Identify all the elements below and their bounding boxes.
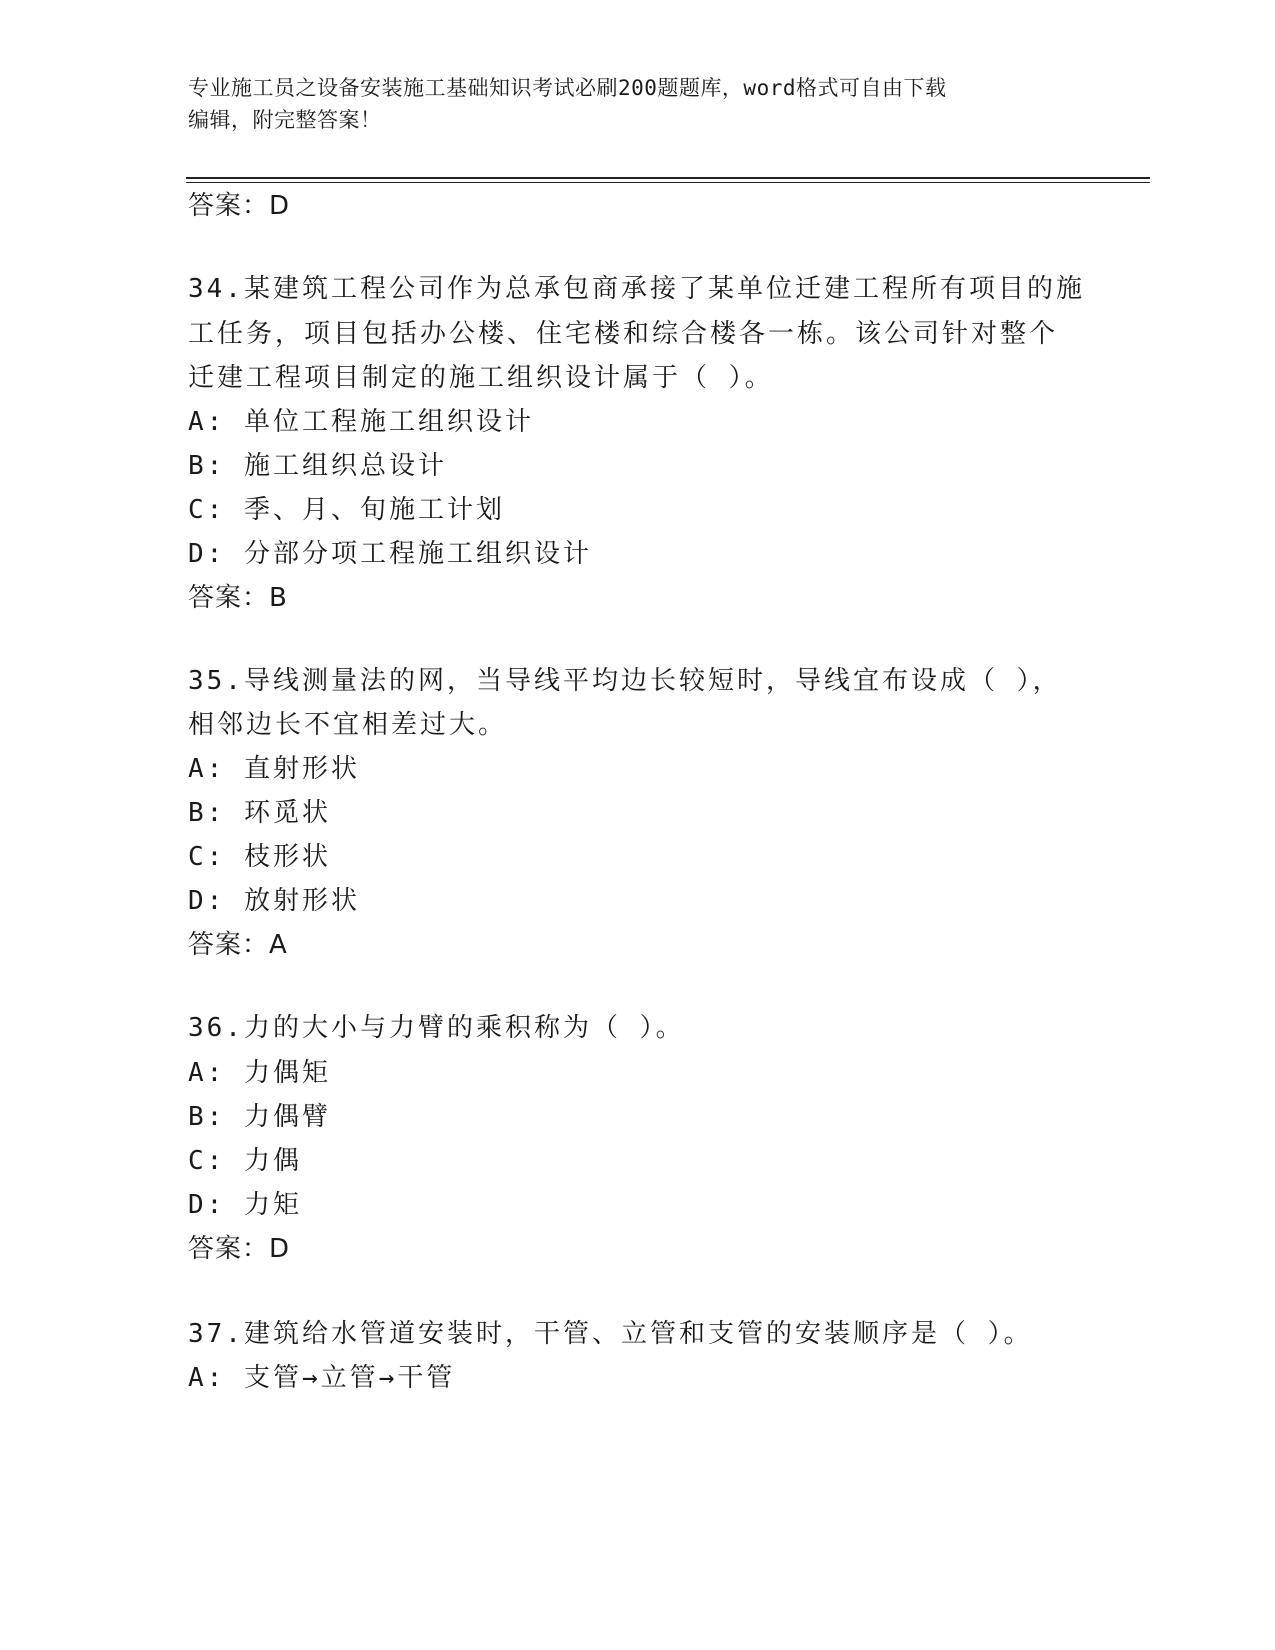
document-header	[188, 72, 1088, 136]
question-34-stem-line-1: 34.某建筑工程公司作为总承包商承接了某单位迁建工程所有项目的施	[188, 274, 1085, 304]
question-37-option-a: A: 支管→立管→干管	[188, 1363, 456, 1393]
question-37-stem-line-1: 37.建筑给水管道安装时，干管、立管和支管的安装顺序是（ ）。	[188, 1319, 1033, 1349]
question-34-option-b: B: 施工组织总设计	[188, 451, 447, 481]
question-34-stem-line-2: 工任务，项目包括办公楼、住宅楼和综合楼各一栋。该公司针对整个	[188, 319, 1059, 349]
question-35-option-d: D: 放射形状	[188, 886, 360, 916]
question-36-stem-line-1: 36.力的大小与力臂的乘积称为（ ）。	[188, 1013, 685, 1043]
header-rule-thick	[186, 177, 1150, 179]
question-35-option-c: C: 枝形状	[188, 842, 331, 872]
question-35-stem-line-2: 相邻边长不宜相差过大。	[188, 710, 508, 740]
question-34-option-c: C: 季、月、旬施工计划	[188, 495, 505, 525]
header-line-2: 编辑，附完整答案！	[188, 108, 382, 132]
question-34-option-d: D: 分部分项工程施工组织设计	[188, 539, 592, 569]
question-36-answer: 答案：D	[188, 1234, 291, 1264]
previous-answer: 答案：D	[188, 191, 291, 221]
header-line-1: 专业施工员之设备安装施工基础知识考试必刷200题题库，word格式可自由下载	[188, 76, 947, 100]
question-36-option-a: A: 力偶矩	[188, 1058, 331, 1088]
question-35-option-b: B: 环觅状	[188, 798, 331, 828]
question-35-option-a: A: 直射形状	[188, 754, 360, 784]
question-36-option-c: C: 力偶	[188, 1146, 302, 1176]
question-36-option-b: B: 力偶臂	[188, 1102, 331, 1132]
question-36-option-d: D: 力矩	[188, 1190, 302, 1220]
header-rule-thin	[186, 182, 1150, 183]
question-34-option-a: A: 单位工程施工组织设计	[188, 407, 534, 437]
question-34-answer: 答案：B	[188, 583, 288, 613]
question-35-stem-line-1: 35.导线测量法的网，当导线平均边长较短时，导线宜布设成（ ），	[188, 666, 1062, 696]
question-35-answer: 答案：A	[188, 930, 288, 960]
question-34-stem-line-3: 迁建工程项目制定的施工组织设计属于（ ）。	[188, 363, 774, 393]
